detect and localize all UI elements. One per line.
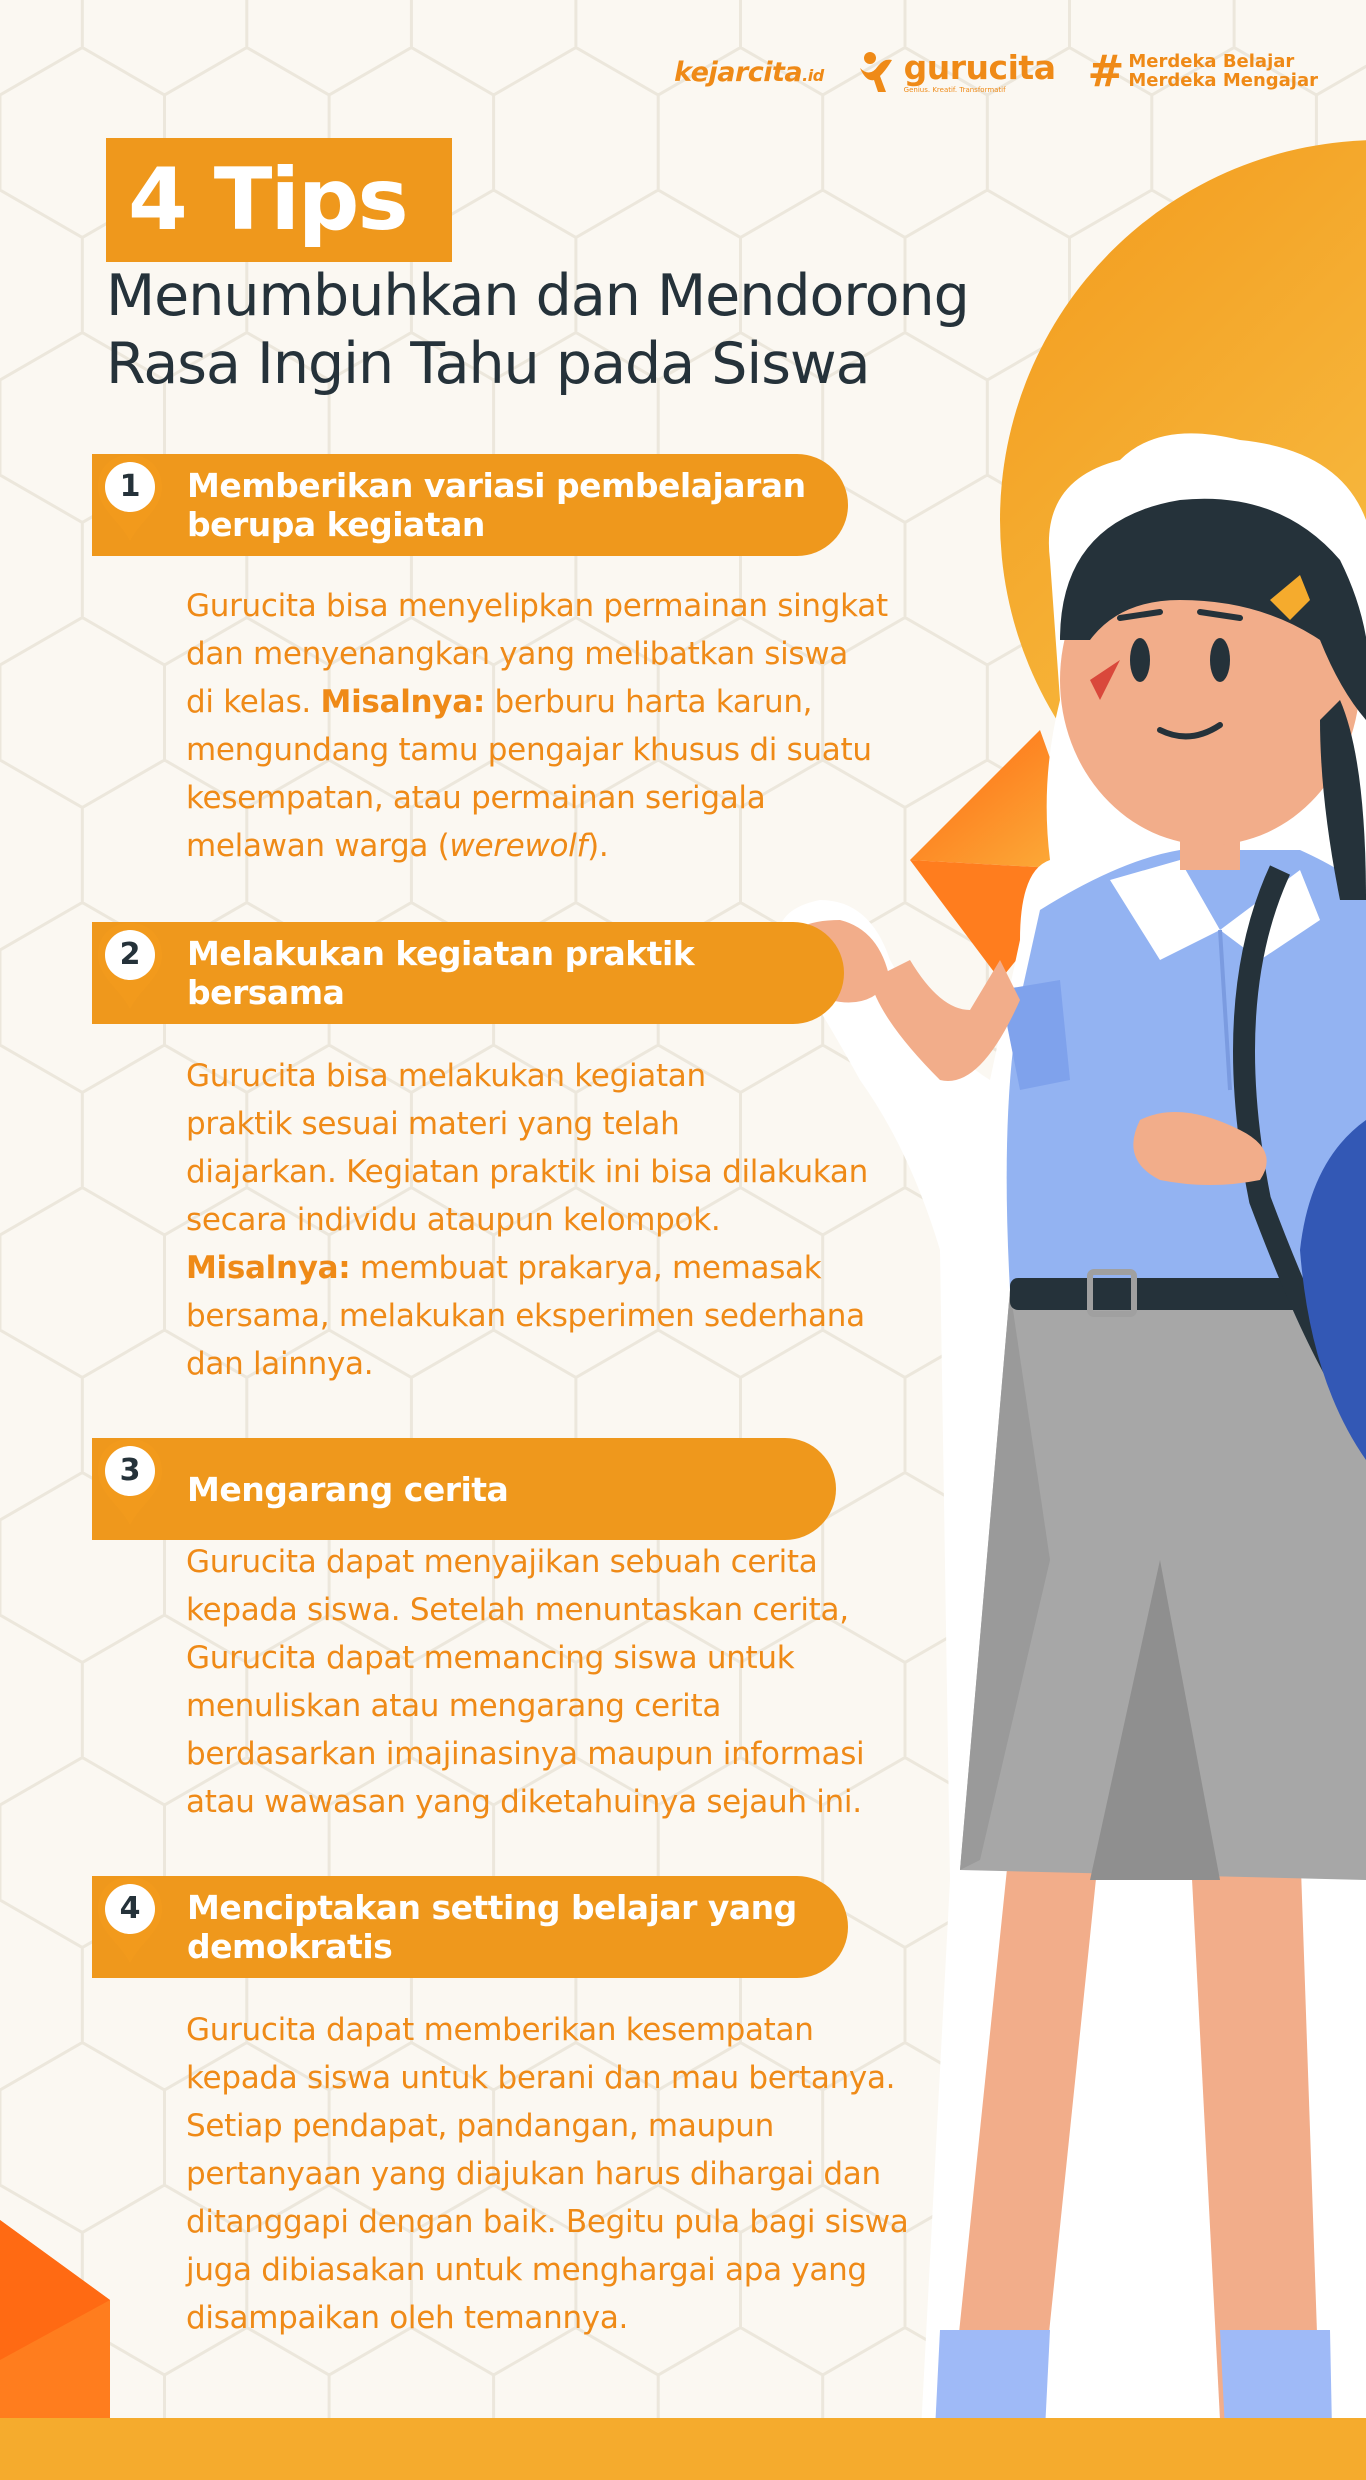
tip-body-line — [186, 1730, 864, 1778]
skirt — [960, 1290, 1366, 1880]
tip-header — [92, 1438, 836, 1540]
tip-number: 4 — [119, 1891, 141, 1926]
tip-body-line — [186, 1682, 864, 1730]
tip-body-line — [186, 2198, 908, 2246]
tip-body-text: dan menyenangkan yang melibatkan siswa — [186, 636, 849, 672]
tip-heading-line: berupa kegiatan — [187, 505, 485, 544]
tip-body-text: kepada siswa untuk berani dan mau bertanya. — [186, 2060, 896, 2096]
tip-body-text: Gurucita dapat menyajikan sebuah cerita — [186, 1544, 818, 1580]
tip-body-line — [186, 1340, 868, 1388]
tip-body-line — [186, 2054, 908, 2102]
hashtag-line-2: Merdeka Mengajar — [1128, 70, 1318, 91]
tip-body-line — [186, 630, 888, 678]
tip-heading-line: Menciptakan setting belajar yang — [187, 1888, 797, 1927]
tip-body-text: secara individu ataupun kelompok. — [186, 1202, 721, 1238]
tip-body-line — [186, 1100, 868, 1148]
kejarcita-logo-name: kejarcita — [674, 56, 803, 88]
gurucita-logo-tagline: Genius. Kreatif. Transformatif — [903, 85, 1006, 94]
tip-body-text: atau wawasan yang diketahuinya sejauh ini. — [186, 1784, 862, 1820]
tip-heading-line: demokratis — [187, 1927, 393, 1966]
tip-number: 1 — [119, 469, 141, 504]
gurucita-logo-name: gurucita — [903, 47, 1056, 87]
tip-body-line — [186, 2006, 908, 2054]
tip-body-line — [186, 1148, 868, 1196]
tip-body-line — [186, 582, 888, 630]
tip-body-line — [186, 1196, 868, 1244]
tip-body-line — [186, 1586, 864, 1634]
tip-number: 2 — [119, 937, 141, 972]
bottom-left-triangle-decoration — [0, 2220, 120, 2420]
tip-header — [92, 454, 848, 556]
tip-body-line — [186, 1634, 864, 1682]
tip-number: 3 — [119, 1453, 141, 1488]
subtitle-line-1: Menumbuhkan dan Mendorong — [106, 263, 969, 329]
tip-body-line — [186, 678, 888, 726]
tip-body-text: pertanyaan yang diajukan harus dihargai dan — [186, 2156, 881, 2192]
tip-heading-line: Memberikan variasi pembelajaran — [187, 466, 806, 505]
tip-body — [186, 1538, 864, 1826]
tip-body-line — [186, 726, 888, 774]
tip-body-pre: di kelas. — [186, 684, 321, 720]
page-subtitle — [106, 262, 1106, 398]
tip-body-text: Gurucita dapat memancing siswa untuk — [186, 1640, 795, 1676]
tip-body-text: berdasarkan imajinasinya maupun informasi — [186, 1736, 865, 1772]
tip-body-line — [186, 1292, 868, 1340]
tip-body-line — [186, 822, 888, 870]
tip-body-text: bersama, melakukan eksperimen sederhana — [186, 1298, 865, 1334]
tip-header — [92, 922, 844, 1024]
tip-body-line — [186, 1052, 868, 1100]
tip-body-bold: Misalnya: — [186, 1250, 351, 1286]
tip-body-text: kesempatan, atau permainan serigala — [186, 780, 766, 816]
bottom-bar — [0, 2418, 1366, 2480]
tip-body-post: ). — [587, 828, 609, 864]
tip-body-text: kepada siswa. Setelah menuntaskan cerita, — [186, 1592, 849, 1628]
tip-body-line — [186, 774, 888, 822]
tip-body-line — [186, 1778, 864, 1826]
tip-body-bold: Misalnya: — [320, 684, 485, 720]
tip-body-line — [186, 2102, 908, 2150]
tip-heading-line: Mengarang cerita — [187, 1469, 509, 1509]
tip-body-line — [186, 2294, 908, 2342]
kejarcita-logo-tld: .id — [802, 65, 824, 85]
subtitle-line-2: Rasa Ingin Tahu pada Siswa — [106, 331, 870, 397]
tip-body-text: dan lainnya. — [186, 1346, 374, 1382]
tip-body-line — [186, 1538, 864, 1586]
tip-body-text: disampaikan oleh temannya. — [186, 2300, 629, 2336]
tip-body-post: berburu harta karun, — [484, 684, 813, 720]
tip-body-text: praktik sesuai materi yang telah — [186, 1106, 680, 1142]
title-box — [106, 138, 452, 262]
tip-heading-line: bersama — [187, 973, 345, 1012]
tip-body-pre: melawan warga ( — [186, 828, 450, 864]
tip-body-italic: werewolf — [449, 828, 588, 864]
tip-body-text: juga dibiasakan untuk menghargai apa yang — [186, 2252, 867, 2288]
tip-body-text: menuliskan atau mengarang cerita — [186, 1688, 722, 1724]
tip-body-text: ditanggapi dengan baik. Begitu pula bagi siswa — [186, 2204, 909, 2240]
hashtag-symbol: # — [1087, 46, 1125, 97]
tip-body — [186, 582, 888, 870]
tip-body-text: Gurucita bisa menyelipkan permainan singkat — [186, 588, 888, 624]
tip-body-text: Gurucita dapat memberikan kesempatan — [186, 2012, 814, 2048]
tip-header — [92, 1876, 848, 1978]
tip-body-text: Gurucita bisa melakukan kegiatan — [186, 1058, 706, 1094]
page-title: 4 Tips — [128, 150, 407, 250]
tip-body — [186, 1052, 868, 1388]
tip-body-text: diajarkan. Kegiatan praktik ini bisa dilakukan — [186, 1154, 868, 1190]
tip-body-text: mengundang tamu pengajar khusus di suatu — [186, 732, 872, 768]
tip-body-line — [186, 1244, 868, 1292]
tip-body-post: membuat prakarya, memasak — [350, 1250, 822, 1286]
tip-body-text: Setiap pendapat, pandangan, maupun — [186, 2108, 774, 2144]
tip-heading-line: Melakukan kegiatan praktik — [187, 934, 695, 973]
tip-body — [186, 2006, 908, 2342]
tip-body-line — [186, 2246, 908, 2294]
tip-body-line — [186, 2150, 908, 2198]
hashtag-line-1: Merdeka Belajar — [1128, 51, 1295, 73]
